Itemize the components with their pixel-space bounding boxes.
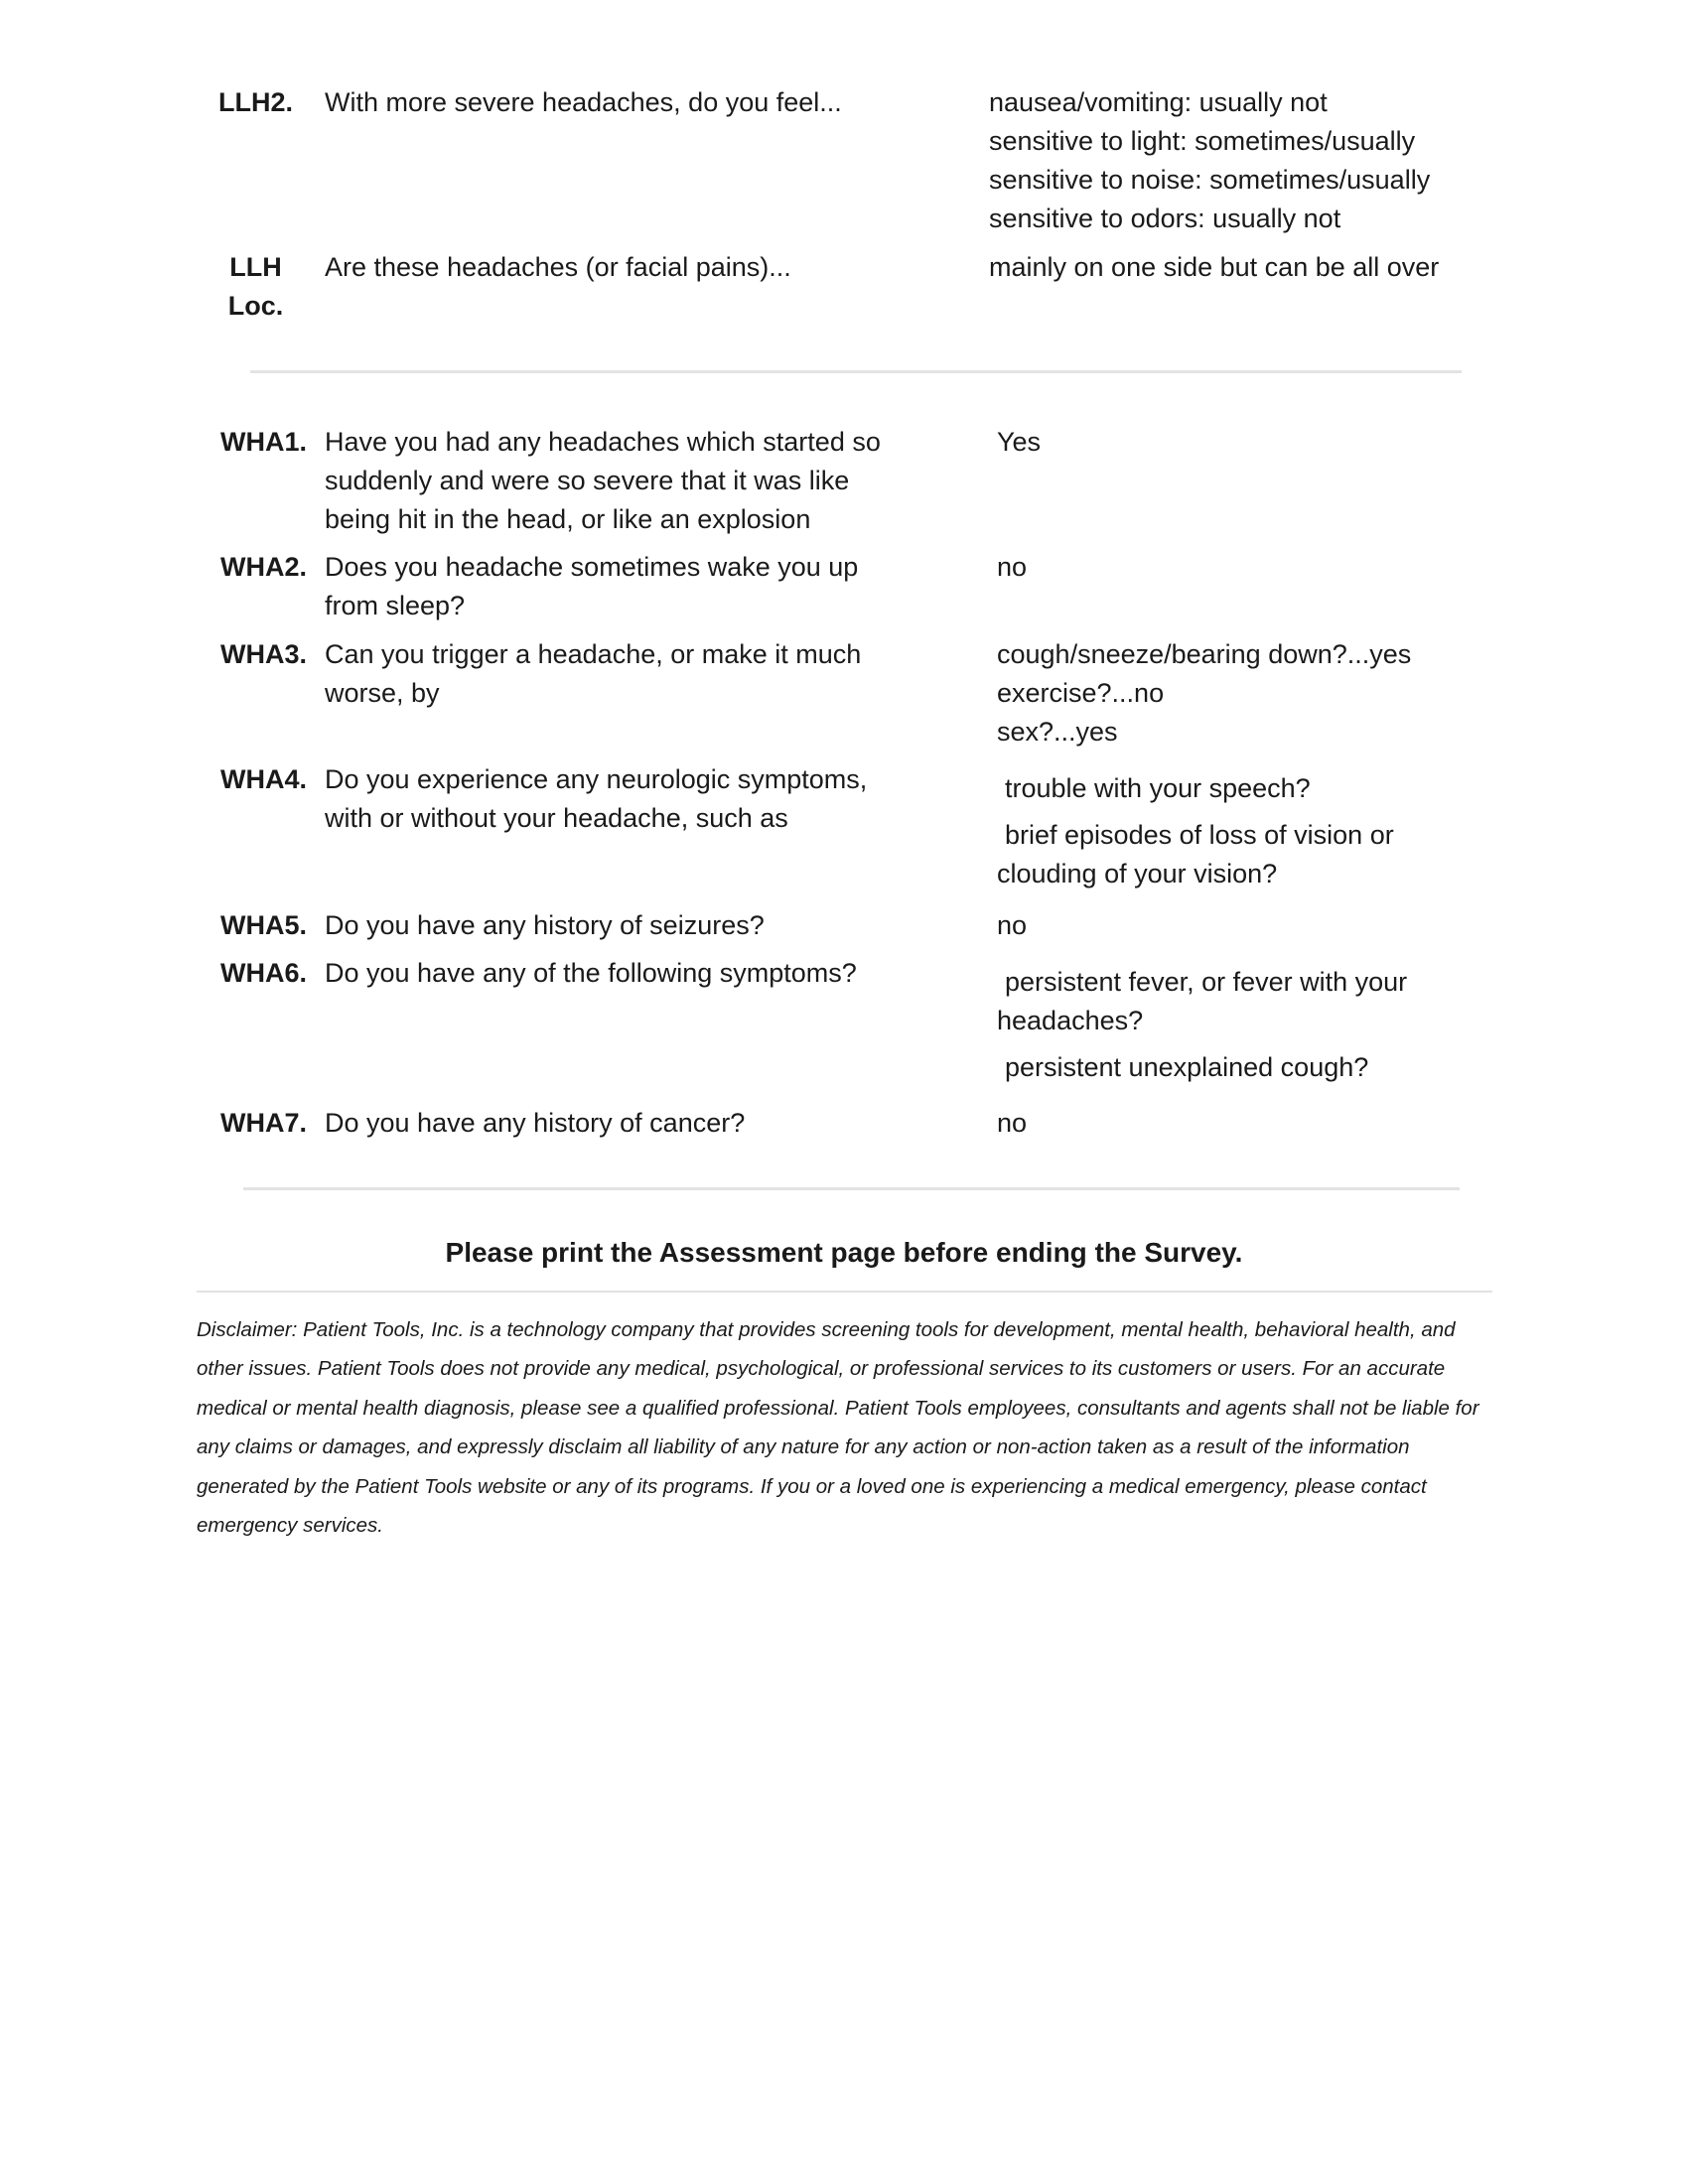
answer-list (989, 83, 1505, 238)
answer (997, 816, 1424, 893)
question-id: WHA4. (220, 764, 307, 794)
answer-list (997, 423, 1513, 462)
answer: sex?...yes (997, 717, 1118, 747)
question-id: WHA6. (220, 958, 307, 988)
question-id-line: LLH (229, 252, 282, 282)
answer-list (997, 1104, 1513, 1143)
answer-list (997, 635, 1513, 751)
answer: exercise?...no (997, 678, 1165, 708)
disclaimer-text: Disclaimer: Patient Tools, Inc. is a technology company that provides screening tools for development, mental health, behavioral health, and other issues. Patient Tools does not provide any medical, psychological, or professional services to its customers or users. For an accurate medical or mental health diagnosis, please see a qualified professional. Patient Tools employees, consultants and agents shall not be liable for any claims or damages, and expressly disclaim all liability of any nature for any action or non-action taken as a result of the information generated by the Patient Tools website or any of its programs. If you or a loved one is experiencing a medical emergency, please contact emergency services. (197, 1318, 1479, 1538)
answer-list (997, 769, 1513, 893)
section-divider (250, 370, 1462, 373)
question-id: LLH2. (217, 87, 293, 117)
answer: no (997, 910, 1028, 940)
question-text: Can you trigger a headache, or make it much worse, by (325, 639, 862, 708)
question-id: WHA3. (220, 639, 307, 669)
answer: no (997, 1108, 1028, 1138)
question-text: Do you experience any neurologic symptoms, with or without your headache, such as (325, 764, 868, 833)
question-id-line: Loc. (227, 291, 284, 321)
question-id: WHA2. (220, 552, 307, 582)
answer-list (997, 963, 1513, 1087)
disclaimer-divider (197, 1291, 1492, 1293)
question-text: Are these headaches (or facial pains)... (325, 252, 791, 282)
question-id: WHA5. (220, 910, 307, 940)
answer-list (997, 906, 1513, 945)
answer (997, 963, 1424, 1040)
question-text: Do you have any history of seizures? (325, 910, 765, 940)
answer: cough/sneeze/bearing down?...yes (997, 639, 1412, 669)
answer: trouble with your speech? (1005, 773, 1311, 803)
question-text: Have you had any headaches which started so suddenly and were so severe that it was like being hit in the head, or like an explosion (325, 427, 881, 534)
answer: Yes (997, 427, 1042, 457)
answer-list (989, 248, 1505, 287)
question-text: With more severe headaches, do you feel... (325, 87, 842, 117)
answer: sensitive to light: sometimes/usually (989, 126, 1416, 156)
answer-text: brief episodes of loss of vision or clouding of your vision? (997, 820, 1394, 888)
section-divider (243, 1187, 1460, 1190)
answer-list (997, 548, 1513, 587)
answer: nausea/vomiting: usually not (989, 87, 1328, 117)
answer: sensitive to odors: usually not (989, 204, 1341, 233)
question-id (204, 248, 308, 326)
question-text: Do you have any of the following symptoms? (325, 958, 857, 988)
print-reminder: Please print the Assessment page before ending the Survey. (445, 1237, 1243, 1268)
question-text: Do you have any history of cancer? (325, 1108, 746, 1138)
answer-text: persistent fever, or fever with your headaches? (997, 967, 1408, 1035)
answer: mainly on one side but can be all over (989, 252, 1440, 282)
question-id: WHA1. (220, 427, 307, 457)
answer: no (997, 552, 1028, 582)
answer: persistent unexplained cough? (1005, 1052, 1369, 1082)
question-text: Does you headache sometimes wake you up from sleep? (325, 552, 859, 620)
question-id: WHA7. (220, 1108, 307, 1138)
answer: sensitive to noise: sometimes/usually (989, 165, 1431, 195)
